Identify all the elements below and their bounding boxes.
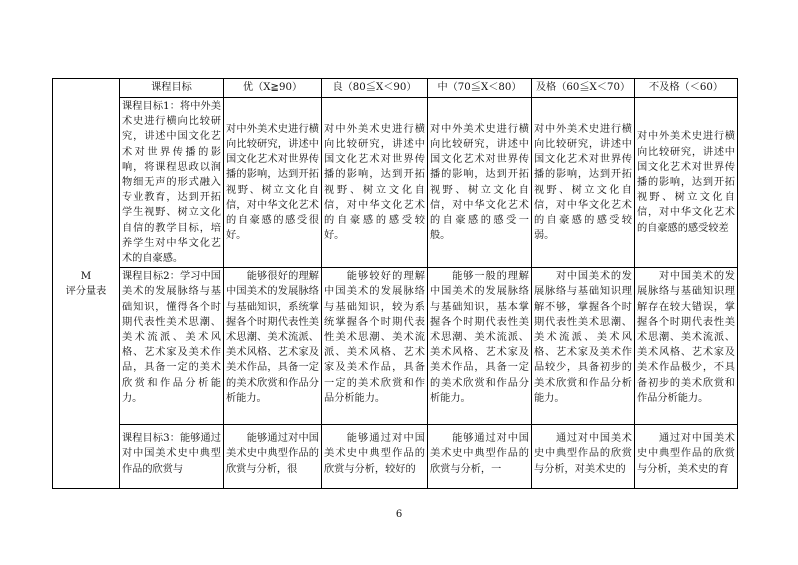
grade-cell: 对中外美术史进行横向比较研究，讲述中国文化艺术对世界传播的影响，达到开拓视野、树立文化自信，对中华文化艺术的自豪感的感受很好。 xyxy=(224,98,322,268)
grade-cell: 对中外美术史进行横向比较研究，讲述中国文化艺术对世界传播的影响，达到开拓视野、树立文化自信，对中华文化艺术的自豪感的感受较差 xyxy=(635,98,738,268)
header-cell: 课程目标 xyxy=(120,79,224,98)
header-cell: 良（80≦X＜90） xyxy=(322,79,428,98)
grade-cell: 对中外美术史进行横向比较研究，讲述中国文化艺术对世界传播的影响，达到开拓视野、树立文化自信，对中华文化艺术的自豪感的感受一般。 xyxy=(428,98,532,268)
grade-cell: 对中国美术的发展脉络与基础知识理解存在较大错误，掌握各个时期代表性美术思潮、美术流派、美术风格、艺术家及美术作品极少，不具备初步的美术欣赏和作品分析能力。 xyxy=(635,268,738,425)
grade-cell: 能够通过对中国美术史中典型作品的欣赏与分析，较好的 xyxy=(322,425,428,489)
header-cell: 及格（60≦X＜70） xyxy=(532,79,635,98)
goal-cell: 课程目标3：能够通过对中国美术史中典型作品的欣赏与 xyxy=(120,425,224,489)
grade-cell: 能够通过对中国美术史中典型作品的欣赏与分析，一 xyxy=(428,425,532,489)
grade-cell: 对中外美术史进行横向比较研究，讲述中国文化艺术对世界传播的影响，达到开拓视野、树立文化自信，对中华文化艺术的自豪感的感受较弱。 xyxy=(532,98,635,268)
side-label-line2: 评分量表 xyxy=(65,285,107,297)
goal-cell: 课程目标1：将中外美术史进行横向比较研究，讲述中国文化艺术对世界传播的影响，将课程思政以润物细无声的形式融入专业教育，达到开拓学生视野、树立文化自信的教学目标，培养学生对中华文化艺术的自豪感。 xyxy=(120,98,224,268)
grade-cell: 对中外美术史进行横向比较研究，讲述中国文化艺术对世界传播的影响，达到开拓视野、树立文化自信，对中华文化艺术的自豪感的感受较好。 xyxy=(322,98,428,268)
rubric-table xyxy=(52,78,738,489)
goal-cell: 课程目标2：学习中国美术的发展脉络与基础知识，懂得各个时期代表性美术思潮、美术流派、美术风格、艺术家及美术作品，具备一定的美术欣赏和作品分析能力。 xyxy=(120,268,224,425)
grade-cell: 能够通过对中国美术史中典型作品的欣赏与分析，很 xyxy=(224,425,322,489)
grade-cell: 对中国美术的发展脉络与基础知识理解不够，掌握各个时期代表性美术思潮、美术流派、美术风格、艺术家及美术作品较少，具备初步的美术欣赏和作品分析能力。 xyxy=(532,268,635,425)
table-row xyxy=(53,98,738,268)
table-row xyxy=(53,268,738,425)
header-cell: 优（X≧90） xyxy=(224,79,322,98)
table-row xyxy=(53,425,738,489)
grade-cell: 能够一般的理解中国美术的发展脉络与基础知识，基本掌握各个时期代表性美术思潮、美术流派、美术风格、艺术家及美术作品，具备一定的美术欣赏和作品分析能力。 xyxy=(428,268,532,425)
grade-cell: 通过对中国美术史中典型作品的欣赏与分析，美术史的育 xyxy=(635,425,738,489)
header-cell: 不及格（＜60） xyxy=(635,79,738,98)
side-label-cell xyxy=(53,79,120,489)
page-number: 6 xyxy=(395,509,403,520)
side-label-line1: M xyxy=(80,270,92,282)
grade-cell: 能够很好的理解中国美术的发展脉络与基础知识，系统掌握各个时期代表性美术思潮、美术流派、美术风格、艺术家及美术作品，具备一定的美术欣赏和作品分析能力。 xyxy=(224,268,322,425)
header-cell: 中（70≦X＜80） xyxy=(428,79,532,98)
grade-cell: 通过对中国美术史中典型作品的欣赏与分析，对美术史的 xyxy=(532,425,635,489)
header-row xyxy=(53,79,738,98)
grade-cell: 能够较好的理解中国美术的发展脉络与基础知识，较为系统掌握各个时期代表性美术思潮、美术流派、美术风格、艺术家及美术作品，具备一定的美术欣赏和作品分析能力。 xyxy=(322,268,428,425)
